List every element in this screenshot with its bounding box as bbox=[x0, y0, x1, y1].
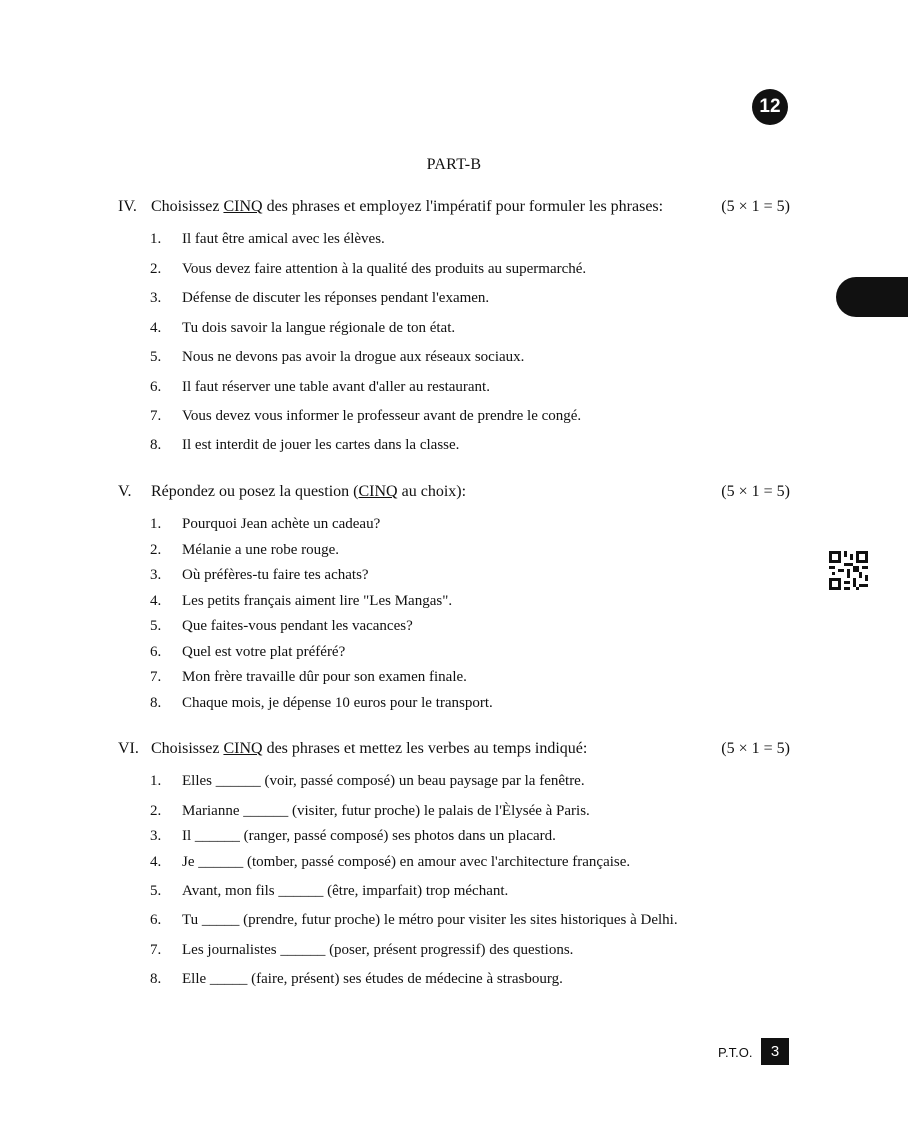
item-number: 7. bbox=[150, 669, 162, 685]
underlined-keyword: CINQ bbox=[223, 198, 263, 215]
item-number: 1. bbox=[150, 516, 162, 532]
list-item bbox=[118, 591, 790, 611]
item-number: 7. bbox=[150, 408, 162, 424]
item-text: Avant, mon fils ______ (être, imparfait) trop méchant. bbox=[182, 883, 509, 899]
item-text: Nous ne devons pas avoir la drogue aux réseaux sociaux. bbox=[182, 349, 525, 365]
item-number: 2. bbox=[150, 261, 162, 277]
list-item bbox=[118, 969, 790, 989]
item-text: Il ______ (ranger, passé composé) ses photos dans un placard. bbox=[182, 828, 556, 844]
item-number: 5. bbox=[150, 618, 162, 634]
item-number: 8. bbox=[150, 971, 162, 987]
question-instruction: Choisissez CINQ des phrases et mettez les verbes au temps indiqué: bbox=[151, 740, 588, 757]
item-text: Je ______ (tomber, passé composé) en amour avec l'architecture française. bbox=[182, 854, 631, 870]
underlined-keyword: CINQ bbox=[223, 740, 263, 757]
item-text: Vous devez vous informer le professeur avant de prendre le congé. bbox=[182, 408, 582, 424]
list-item bbox=[118, 910, 790, 930]
question-vi bbox=[118, 739, 790, 987]
list-item bbox=[118, 259, 790, 279]
question-instruction: Choisissez CINQ des phrases et employez l'impératif pour formuler les phrases: bbox=[151, 198, 664, 215]
question-marks: (5 × 1 = 5) bbox=[721, 483, 790, 500]
item-text: Mon frère travaille dûr pour son examen finale. bbox=[182, 669, 467, 685]
list-item bbox=[118, 229, 790, 249]
list-item bbox=[118, 288, 790, 308]
page-number: 3 bbox=[761, 1038, 789, 1065]
question-marks: (5 × 1 = 5) bbox=[721, 198, 790, 215]
item-text: Il faut être amical avec les élèves. bbox=[182, 231, 385, 247]
item-text: Défense de discuter les réponses pendant l'examen. bbox=[182, 290, 490, 306]
list-item bbox=[118, 347, 790, 367]
list-item bbox=[118, 771, 790, 791]
item-number: 3. bbox=[150, 828, 162, 844]
item-number: 3. bbox=[150, 290, 162, 306]
list-item bbox=[118, 940, 790, 960]
item-text: Pourquoi Jean achète un cadeau? bbox=[182, 516, 381, 532]
list-item bbox=[118, 881, 790, 901]
item-number: 4. bbox=[150, 320, 162, 336]
list-item bbox=[118, 616, 790, 636]
item-text: Tu _____ (prendre, futur proche) le métro pour visiter les sites historiques à Delhi. bbox=[182, 912, 678, 928]
edge-tab-marker bbox=[836, 277, 908, 317]
list-item bbox=[118, 826, 790, 846]
item-number: 6. bbox=[150, 912, 162, 928]
item-number: 6. bbox=[150, 379, 162, 395]
item-text: Il faut réserver une table avant d'aller au restaurant. bbox=[182, 379, 490, 395]
question-marks: (5 × 1 = 5) bbox=[721, 740, 790, 757]
item-text: Elle _____ (faire, présent) ses études de médecine à strasbourg. bbox=[182, 971, 563, 987]
list-item bbox=[118, 514, 790, 534]
item-number: 6. bbox=[150, 644, 162, 660]
item-text: Mélanie a une robe rouge. bbox=[182, 542, 340, 558]
list-item bbox=[118, 642, 790, 662]
item-number: 2. bbox=[150, 542, 162, 558]
item-number: 1. bbox=[150, 773, 162, 789]
part-title: PART-B bbox=[426, 156, 482, 173]
list-item bbox=[118, 693, 790, 713]
list-item bbox=[118, 406, 790, 426]
list-item bbox=[118, 540, 790, 560]
item-number: 2. bbox=[150, 803, 162, 819]
item-text: Vous devez faire attention à la qualité des produits au supermarché. bbox=[182, 261, 587, 277]
list-item bbox=[118, 801, 790, 821]
list-item bbox=[118, 435, 790, 455]
item-text: Tu dois savoir la langue régionale de ton état. bbox=[182, 320, 456, 336]
item-text: Quel est votre plat préféré? bbox=[182, 644, 346, 660]
item-text: Chaque mois, je dépense 10 euros pour le transport. bbox=[182, 695, 493, 711]
question-number: VI. bbox=[118, 740, 139, 757]
item-text: Il est interdit de jouer les cartes dans la classe. bbox=[182, 437, 460, 453]
item-text: Les journalistes ______ (poser, présent progressif) des questions. bbox=[182, 942, 574, 958]
item-number: 7. bbox=[150, 942, 162, 958]
question-number: V. bbox=[118, 483, 132, 500]
item-number: 5. bbox=[150, 883, 162, 899]
question-number: IV. bbox=[118, 198, 137, 215]
list-item bbox=[118, 565, 790, 585]
item-number: 3. bbox=[150, 567, 162, 583]
qr-code-icon bbox=[829, 551, 868, 590]
item-number: 8. bbox=[150, 695, 162, 711]
item-number: 8. bbox=[150, 437, 162, 453]
list-item bbox=[118, 852, 790, 872]
item-number: 4. bbox=[150, 593, 162, 609]
question-iv bbox=[118, 197, 790, 453]
item-number: 1. bbox=[150, 231, 162, 247]
underlined-keyword: CINQ bbox=[358, 483, 398, 500]
page-badge: 12 bbox=[752, 89, 788, 125]
item-text: Marianne ______ (visiter, futur proche) le palais de l'Èlysée à Paris. bbox=[182, 803, 590, 819]
item-text: Où préfères-tu faire tes achats? bbox=[182, 567, 369, 583]
list-item bbox=[118, 377, 790, 397]
question-v bbox=[118, 482, 790, 711]
item-text: Que faites-vous pendant les vacances? bbox=[182, 618, 413, 634]
item-text: Les petits français aiment lire "Les Mangas". bbox=[182, 593, 453, 609]
list-item bbox=[118, 667, 790, 687]
item-text: Elles ______ (voir, passé composé) un beau paysage par la fenêtre. bbox=[182, 773, 585, 789]
item-number: 5. bbox=[150, 349, 162, 365]
item-number: 4. bbox=[150, 854, 162, 870]
question-instruction: Répondez ou posez la question (CINQ au choix): bbox=[151, 483, 467, 500]
pto-label: P.T.O. bbox=[718, 1045, 753, 1060]
list-item bbox=[118, 318, 790, 338]
